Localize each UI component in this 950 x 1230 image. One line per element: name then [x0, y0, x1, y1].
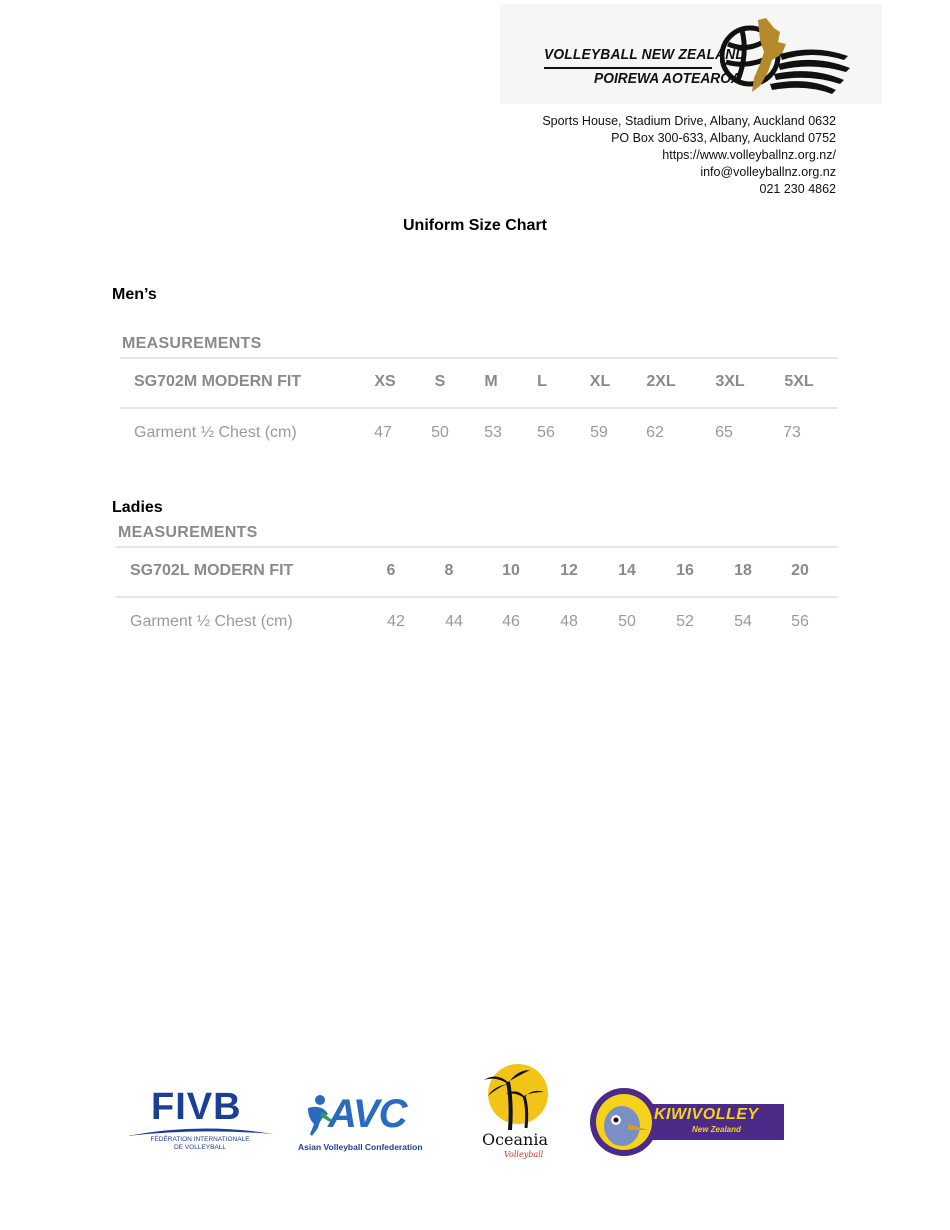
fivb-caption	[125, 1136, 275, 1152]
address-street: Sports House, Stadium Drive, Albany, Auckland 0632	[542, 114, 836, 128]
chest-value: 52	[676, 613, 694, 630]
size-header: 3XL	[715, 373, 745, 390]
fivb-caption-line2: DE VOLLEYBALL	[173, 1144, 227, 1151]
size-header: 18	[734, 562, 752, 579]
mens-section-title: Men’s	[112, 286, 157, 303]
mens-size-header-row	[120, 373, 840, 393]
chest-value: 53	[484, 424, 502, 441]
logo-line-1: VOLLEYBALL NEW ZEALAND	[544, 46, 746, 63]
ladies-model-label: SG702L MODERN FIT	[130, 562, 294, 579]
chest-value: 47	[374, 424, 392, 441]
kiwi-bird-icon	[588, 1084, 664, 1160]
size-header: 14	[618, 562, 636, 579]
chest-value: 62	[646, 424, 664, 441]
avc-caption: Asian Volleyball Confederation	[298, 1142, 423, 1152]
oceania-mark: Oceania	[481, 1130, 549, 1149]
oceania-logo	[480, 1062, 550, 1170]
footer-logos	[110, 1060, 800, 1175]
divider	[116, 596, 838, 598]
chest-value: 44	[445, 613, 463, 630]
chest-value: 50	[618, 613, 636, 630]
chest-value: 48	[560, 613, 578, 630]
fivb-caption-line1: FÉDÉRATION INTERNATIONALE	[150, 1136, 250, 1143]
divider	[120, 407, 838, 409]
volleyball-map-icon	[720, 14, 880, 96]
kiwivolley-sub: New Zealand	[692, 1125, 741, 1134]
page-title: Uniform Size Chart	[402, 217, 547, 234]
chest-value: 42	[387, 613, 405, 630]
mens-chest-row	[120, 424, 840, 444]
divider	[120, 357, 838, 359]
size-header: 2XL	[646, 373, 676, 390]
size-header: 8	[444, 562, 454, 579]
chest-value: 56	[537, 424, 555, 441]
size-header: 12	[560, 562, 578, 579]
logo-line-2: POIREWA AOTEAROA	[594, 70, 741, 87]
volleyball-nz-logo	[500, 4, 882, 104]
chest-value: 46	[502, 613, 520, 630]
ladies-row-label: Garment ½ Chest (cm)	[130, 613, 293, 630]
fivb-logo	[125, 1086, 275, 1161]
mens-measurements-label: MEASUREMENTS	[122, 335, 262, 352]
ladies-size-table	[116, 524, 840, 636]
size-header: 5XL	[784, 373, 814, 390]
size-header: 20	[791, 562, 809, 579]
chest-value: 65	[715, 424, 733, 441]
oceania-sub: Volleyball	[504, 1150, 544, 1159]
email-link[interactable]: info@volleyballnz.org.nz	[700, 165, 836, 179]
kiwivolley-logo	[588, 1084, 788, 1160]
mens-row-label: Garment ½ Chest (cm)	[134, 424, 297, 441]
mens-size-table	[120, 335, 840, 447]
size-header: M	[484, 373, 498, 390]
website-link[interactable]: https://www.volleyballnz.org.nz/	[662, 148, 836, 162]
address-po-box: PO Box 300-633, Albany, Auckland 0752	[611, 131, 836, 145]
fivb-mark: FIVB	[151, 1086, 242, 1128]
size-header: XL	[589, 373, 611, 390]
size-header: XS	[374, 373, 396, 390]
chest-value: 56	[791, 613, 809, 630]
size-header: 16	[676, 562, 694, 579]
size-header: 10	[502, 562, 520, 579]
ladies-chest-row	[116, 613, 840, 633]
ladies-measurements-label: MEASUREMENTS	[118, 524, 258, 541]
avc-logo	[298, 1090, 438, 1160]
ladies-size-header-row	[116, 562, 840, 582]
contact-address	[542, 113, 836, 198]
chest-value: 73	[783, 424, 801, 441]
ladies-section-title: Ladies	[112, 499, 163, 516]
mens-model-label: SG702M MODERN FIT	[134, 373, 302, 390]
size-header: L	[537, 373, 547, 390]
kiwivolley-mark: KIWIVOLLEY	[654, 1106, 759, 1123]
chest-value: 59	[590, 424, 608, 441]
chest-value: 54	[734, 613, 752, 630]
palm-tree-sun-icon	[482, 1062, 548, 1132]
phone-number: 021 230 4862	[759, 182, 836, 196]
avc-mark: AVC	[328, 1092, 407, 1136]
divider	[116, 546, 838, 548]
chest-value: 50	[431, 424, 449, 441]
logo-rule	[544, 67, 712, 69]
size-header: S	[434, 373, 446, 390]
size-header: 6	[386, 562, 396, 579]
